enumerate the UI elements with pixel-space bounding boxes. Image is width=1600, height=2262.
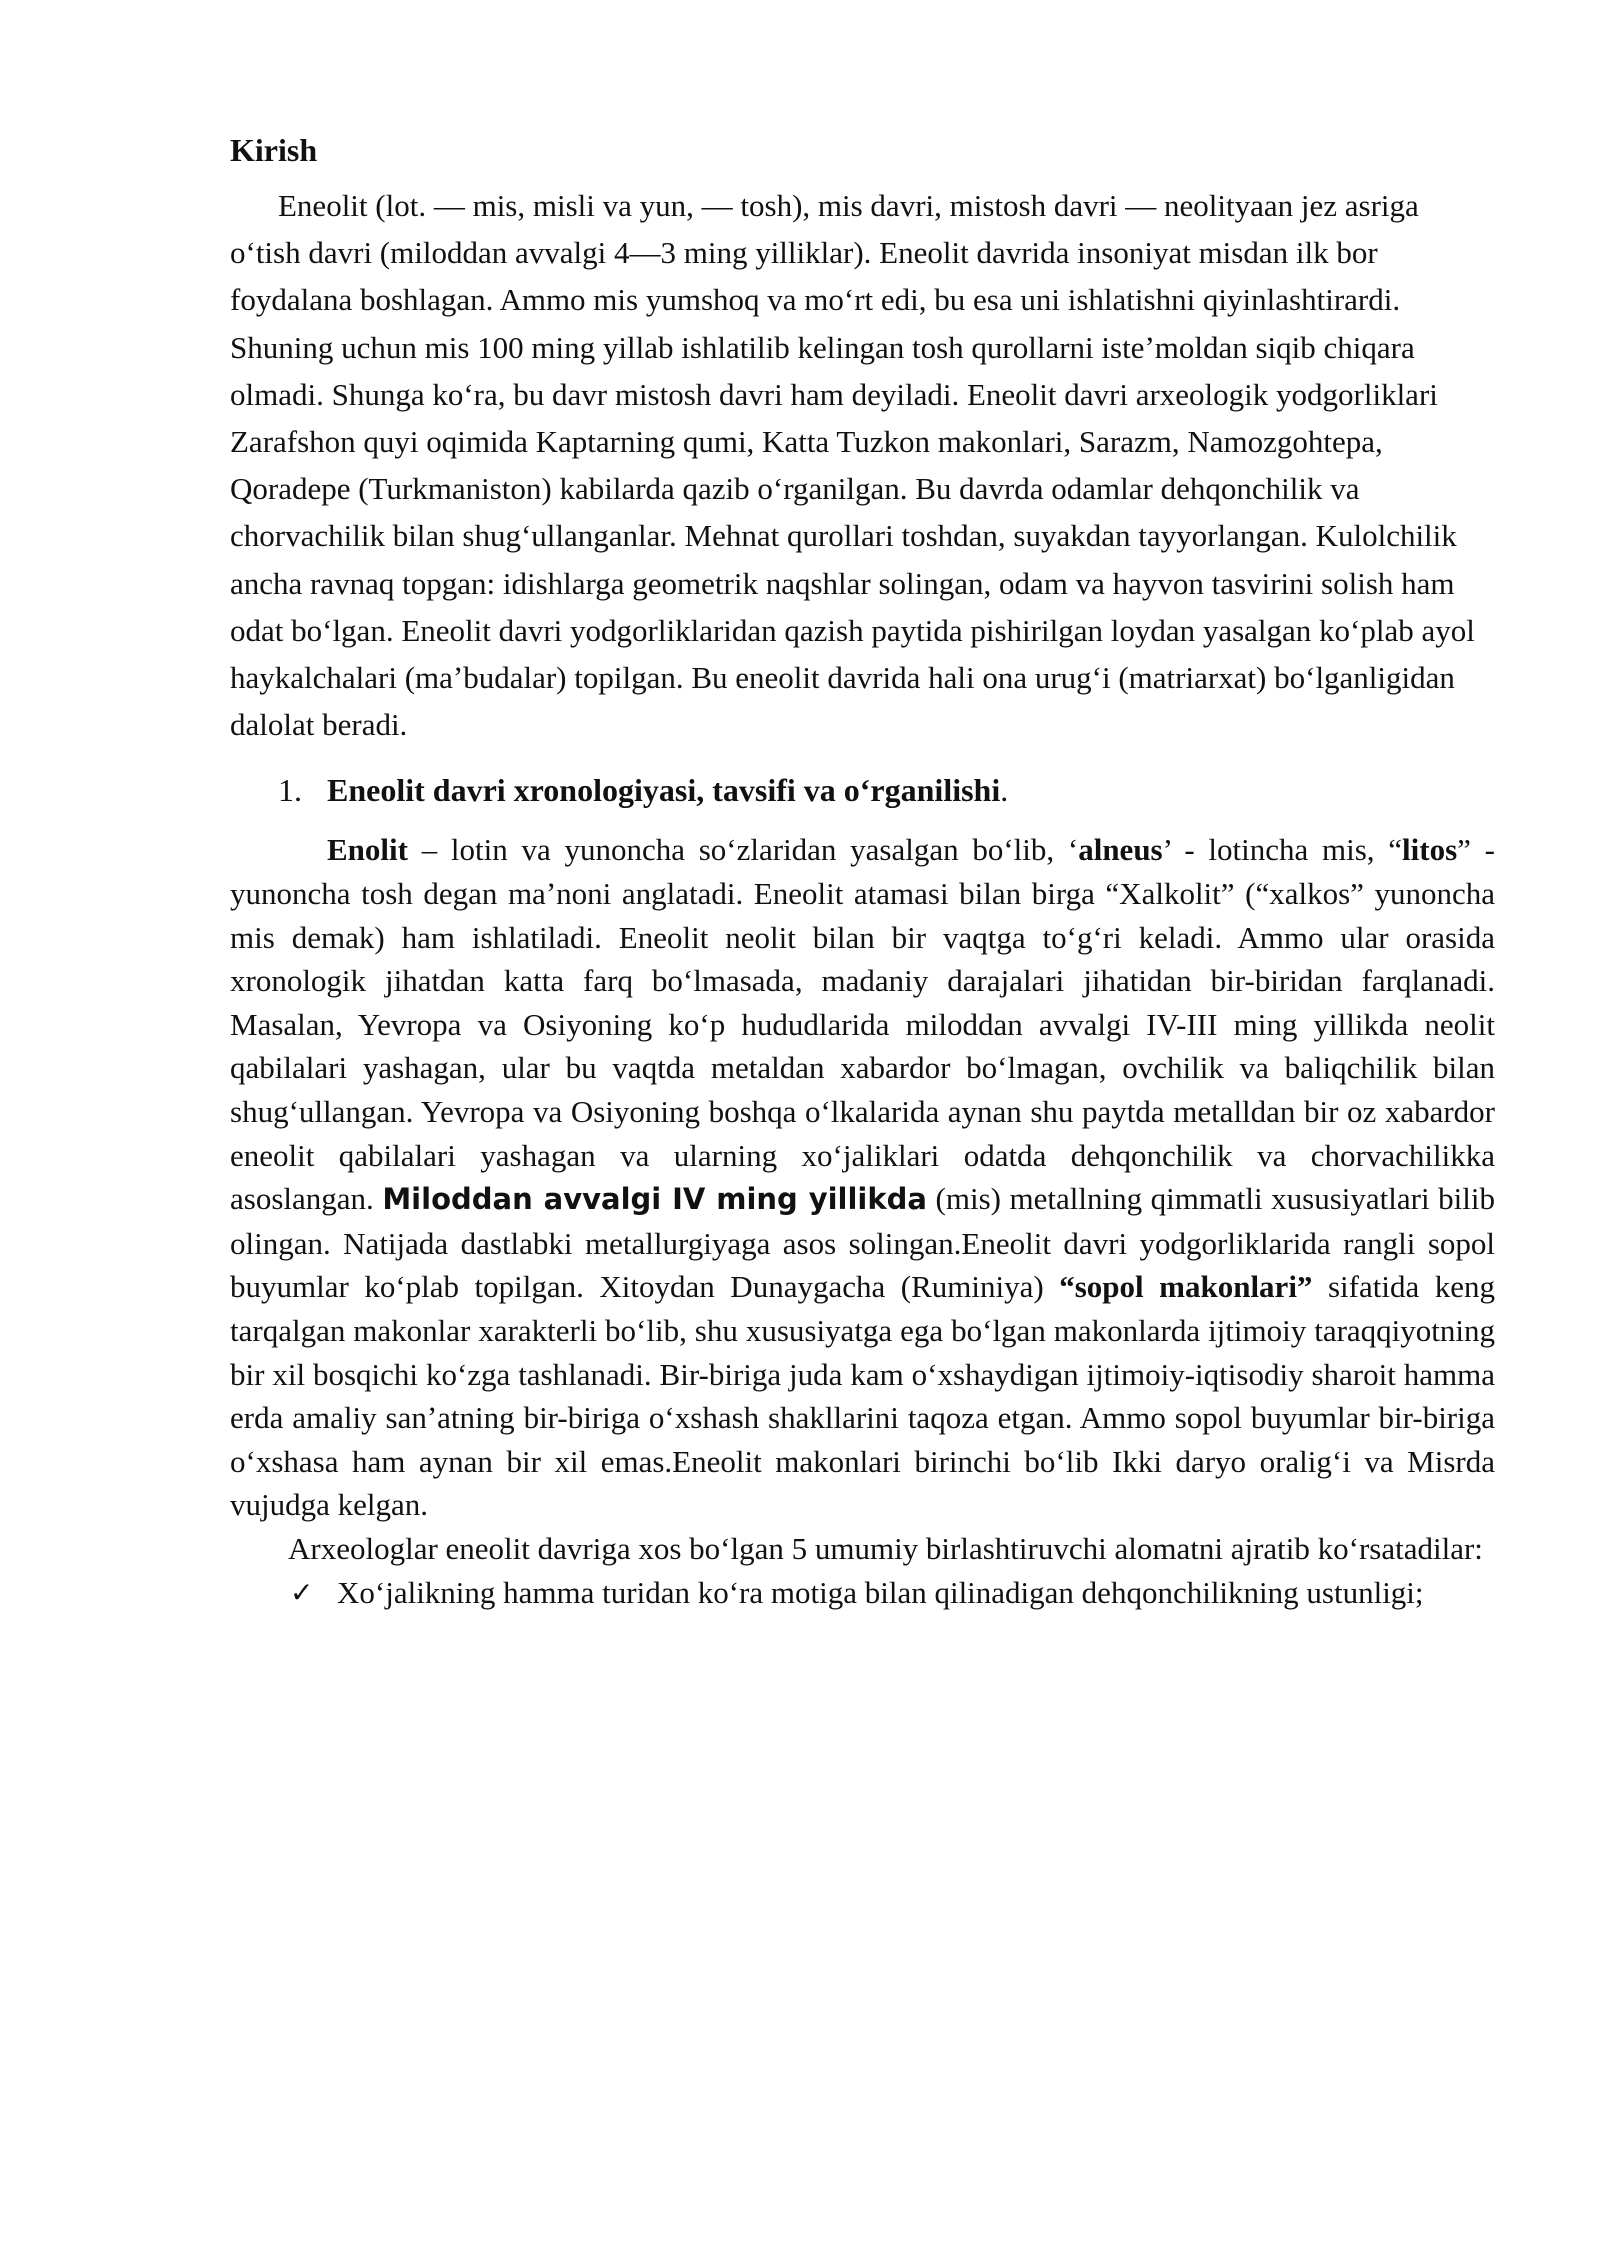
body-text-5: sifatida keng tarqalgan makonlar xarakterli boʻlib, shu xususiyatga ega boʻlgan makonlarda ijtimoiy taraqqiyotning bir xil bosqichi koʻzga tashlanadi. Bir-biriga juda kam oʻxshaydigan ijtimoiy-iqtisodiy sharoit hamma erda amaliy sanʼatning bir-biriga oʻxshash shakllarini taqoza etgan. Ammo sopol buyumlar bir-biriga oʻxshasa ham aynan bir xil emas.Eneolit makonlari birinchi boʻlib Ikki daryo oraligʻi va Misrda vujudga kelgan. bbox=[230, 1269, 1495, 1523]
body-text-1: – lotin va yunoncha soʻzlaridan yasalgan boʻlib, ‘ bbox=[407, 832, 1079, 868]
section-number: 1. bbox=[278, 772, 302, 809]
body-text-4: (mis) metallning qimmatli xususiyatlari bilib olingan. Natijada dastlabki metallurgiyaga asos solingan.Eneolit davri yodgorliklarida rangli sopol buyumlar koʻplab topilgan. Xitoydan Dunaygacha (Ruminiya) bbox=[230, 1181, 1495, 1305]
checkmark-icon: ✓ bbox=[290, 1575, 314, 1609]
emphasis-miloddan: Miloddan avvalgi IV ming yillikda bbox=[382, 1182, 927, 1217]
section-title-period: . bbox=[1000, 772, 1009, 809]
section-title-bold: Eneolit davri xronologiyasi, tavsifi va oʻrganilishi bbox=[327, 772, 1001, 809]
checklist bbox=[230, 1571, 1495, 1615]
body-paragraph bbox=[230, 828, 1495, 1527]
body-text-3: ” - yunoncha tosh degan maʼnoni anglatadi. Eneolit atamasi bilan birga “Xalkolit” (“xalkos” yunoncha mis demak) ham ishlatiladi. Eneolit neolit bilan bir vaqtga toʻgʻri keladi. Ammo ular orasida xronologik jihatdan katta farq boʻlmasada, madaniy darajalari jihatidan bir-biridan farqlanadi. Masalan, Yevropa va Osiyoning koʻp hududlarida miloddan avvalgi IV-III ming yillikda neolit qabilalari yashagan, ular bu vaqtda metaldan xabardor boʻlmagan, ovchilik va baliqchilik bilan shugʻullangan. Yevropa va Osiyoning boshqa oʻlkalarida aynan shu paytda metalldan bir oz xabardor eneolit qabilalari yashagan va ularning xoʻjaliklari odatda dehqonchilik va chorvachilikka asoslangan. bbox=[230, 832, 1495, 1217]
body-text-2: ’ - lotincha mis, “ bbox=[1162, 832, 1403, 868]
term-alneus: alneus bbox=[1078, 832, 1163, 868]
section-title-text bbox=[327, 768, 1008, 812]
section-title bbox=[230, 768, 1495, 812]
page-heading: Kirish bbox=[230, 132, 318, 168]
term-litos: litos bbox=[1402, 832, 1458, 868]
term-enolit: Enolit bbox=[327, 832, 408, 868]
document-page bbox=[230, 128, 1495, 1614]
term-sopol-makonlari: “sopol makonlari” bbox=[1059, 1269, 1313, 1305]
checklist-item bbox=[230, 1571, 1495, 1615]
body-paragraph-2: Arxeologlar eneolit davriga xos boʻlgan 5 umumiy birlashtiruvchi alomatni ajratib koʻrsatadilar: bbox=[288, 1530, 1483, 1566]
checklist-item-text: Xoʻjalikning hamma turidan koʻra motiga bilan qilinadigan dehqonchilikning ustunligi; bbox=[337, 1574, 1424, 1610]
intro-paragraph: Eneolit (lot. — mis, misli va yun, — tosh), mis davri, mistosh davri — neolityaan jez asriga oʻtish davri (miloddan avvalgi 4—3 ming yilliklar). Eneolit davrida insoniyat misdan ilk bor foydalana boshlagan. Ammo mis yumshoq va moʻrt edi, bu esa uni ishlatishni qiyinlashtirardi. Shuning uchun mis 100 ming yillab ishlatilib kelingan tosh qurollarni isteʼmoldan siqib chiqara olmadi. Shunga koʻra, bu davr mistosh davri ham deyiladi. Eneolit davri arxeologik yodgorliklari Zarafshon quyi oqimida Kaptarning qumi, Katta Tuzkon makonlari, Sarazm, Namozgohtepa, Qoradepe (Turkmaniston) kabilarda qazib oʻrganilgan. Bu davrda odamlar dehqonchilik va chorvachilik bilan shugʻullanganlar. Mehnat qurollari toshdan, suyakdan tayyorlangan. Kulolchilik ancha ravnaq topgan: idishlarga geometrik naqshlar solingan, odam va hayvon tasvirini solish ham odat boʻlgan. Eneolit davri yodgorliklaridan qazish paytida pishirilgan loydan yasalgan koʻplab ayol haykalchalari (maʼbudalar) topilgan. Bu eneolit davrida hali ona urugʻi (matriarxat) boʻlganligidan dalolat beradi. bbox=[230, 188, 1475, 743]
